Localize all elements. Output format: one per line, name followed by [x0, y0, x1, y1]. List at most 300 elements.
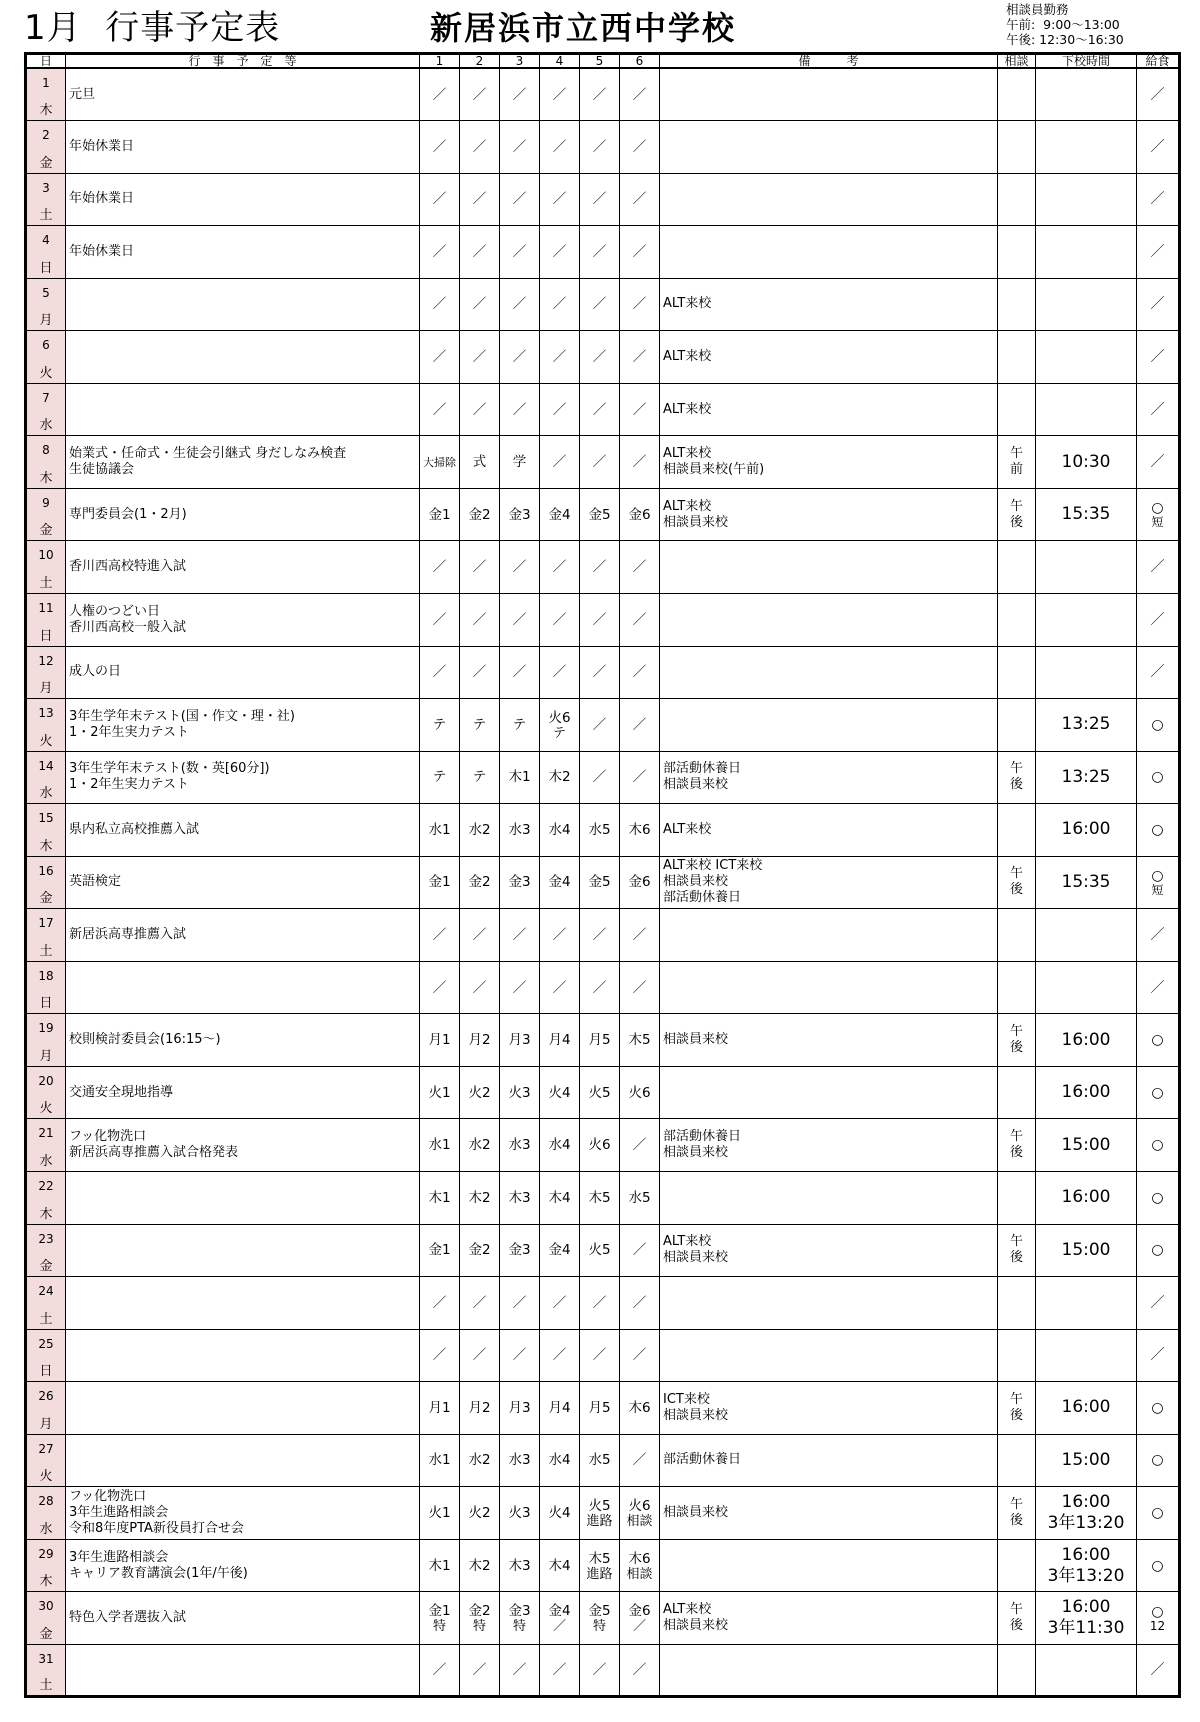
events-cell [66, 541, 420, 594]
weekday: 木 [39, 838, 53, 854]
period-value: ／ [632, 1294, 647, 1311]
period-1-cell [420, 331, 460, 384]
period-value: ／ [632, 191, 647, 208]
period-3-cell [500, 173, 540, 226]
period-6-cell [620, 646, 660, 699]
period-3-cell [500, 1171, 540, 1224]
weekday: 木 [39, 1574, 53, 1590]
period-6-cell [620, 488, 660, 541]
weekday: 水 [39, 418, 53, 434]
period-value: 相談 [626, 1566, 653, 1582]
lunch-mark: ／ [1150, 664, 1165, 681]
period-2-cell [460, 1487, 500, 1540]
day-number: 17 [38, 916, 54, 931]
weekday: 木 [39, 1206, 53, 1222]
dismissal-time: 16:00 [1061, 819, 1111, 840]
period-5-cell [580, 383, 620, 436]
period-value: 特 [432, 1619, 446, 1635]
event-line: 成人の日 [69, 664, 122, 680]
day-cell [26, 699, 66, 752]
dismissal-cell [1036, 699, 1137, 752]
period-4-cell [540, 909, 580, 962]
period-value: 金2 [468, 1603, 491, 1620]
period-4-cell [540, 173, 580, 226]
period-1-cell [420, 278, 460, 331]
period-value: ／ [472, 401, 487, 418]
period-value: ／ [432, 138, 447, 155]
day-number: 24 [38, 1284, 54, 1299]
dismissal-cell [1036, 278, 1137, 331]
lunch-mark: ○ [1151, 867, 1164, 884]
note-line: 相談員来校 [663, 1407, 729, 1423]
notes-cell [660, 383, 998, 436]
dismissal-time: 3年11:30 [1047, 1618, 1125, 1639]
period-value: 金2 [468, 874, 491, 891]
period-value: ／ [512, 664, 527, 681]
period-value: ／ [632, 1347, 647, 1364]
period-2-cell [460, 593, 500, 646]
period-5-cell [580, 593, 620, 646]
consultation-line: 午 [1009, 1024, 1023, 1040]
dismissal-time: 15:00 [1061, 1239, 1111, 1260]
event-line: 年始休業日 [69, 191, 135, 207]
period-value: ／ [632, 559, 647, 576]
period-value: ／ [552, 454, 567, 471]
period-4-cell [540, 331, 580, 384]
events-cell [66, 1592, 420, 1645]
period-4-cell [540, 541, 580, 594]
period-2-cell [460, 226, 500, 279]
events-cell [66, 1066, 420, 1119]
period-4-cell [540, 278, 580, 331]
period-4-cell [540, 436, 580, 489]
consultation-line: 後 [1009, 1250, 1023, 1266]
day-cell [26, 68, 66, 121]
day-number: 4 [42, 233, 50, 248]
events-cell [66, 856, 420, 909]
consultation-line: 後 [1009, 777, 1023, 793]
period-value: 金3 [508, 506, 531, 523]
period-1-cell [420, 1014, 460, 1067]
note-line: ALT来校 [663, 446, 712, 462]
period-value: テ [432, 716, 447, 733]
event-line: キャリア教育講演会(1年/午後) [69, 1565, 248, 1581]
period-4-cell [540, 961, 580, 1014]
event-line: 1・2年生実力テスト [69, 724, 190, 740]
consultation-cell [998, 856, 1036, 909]
period-4-cell [540, 68, 580, 121]
notes-cell [660, 1119, 998, 1172]
period-value: ／ [472, 1347, 487, 1364]
period-value: ／ [632, 1619, 646, 1635]
period-6-cell [620, 751, 660, 804]
lunch-mark: ○ [1151, 1137, 1164, 1154]
consultation-cell [998, 1434, 1036, 1487]
period-value: ／ [592, 401, 607, 418]
period-4-cell [540, 1277, 580, 1330]
weekday: 日 [39, 628, 53, 644]
table-row [26, 383, 1180, 436]
events-cell [66, 593, 420, 646]
period-2-cell [460, 1224, 500, 1277]
day-cell [26, 1014, 66, 1067]
col-header-period-1: 1 [420, 54, 460, 69]
dismissal-cell [1036, 226, 1137, 279]
period-value: ／ [632, 927, 647, 944]
period-5-cell [580, 1119, 620, 1172]
period-5-cell [580, 68, 620, 121]
notes-cell [660, 1487, 998, 1540]
period-value: ／ [472, 191, 487, 208]
period-value: ／ [592, 191, 607, 208]
period-value: 木5 [588, 1550, 611, 1567]
lunch-mark: ／ [1150, 1294, 1165, 1311]
event-line: 英語検定 [69, 874, 122, 890]
period-value: 進路 [586, 1514, 613, 1530]
day-cell [26, 331, 66, 384]
period-3-cell [500, 436, 540, 489]
lunch-cell [1137, 1224, 1180, 1277]
period-value: ／ [472, 611, 487, 628]
period-value: 木1 [428, 1557, 451, 1574]
dismissal-cell [1036, 646, 1137, 699]
weekday: 月 [39, 313, 53, 329]
col-header-notes: 備 考 [660, 54, 998, 69]
period-value: 火5 [588, 1084, 611, 1101]
day-cell [26, 961, 66, 1014]
period-4-cell [540, 1329, 580, 1382]
notes-cell [660, 1224, 998, 1277]
event-line: 香川西高校一般入試 [69, 619, 187, 635]
period-6-cell [620, 909, 660, 962]
period-5-cell [580, 1592, 620, 1645]
consultation-line: 午 [1009, 761, 1023, 777]
period-5-cell [580, 1434, 620, 1487]
notes-cell [660, 278, 998, 331]
consultation-cell [998, 1277, 1036, 1330]
day-number: 22 [38, 1178, 54, 1193]
lunch-cell [1137, 1329, 1180, 1382]
period-value: 月2 [468, 1399, 491, 1416]
period-6-cell [620, 541, 660, 594]
lunch-cell [1137, 1277, 1180, 1330]
period-5-cell [580, 804, 620, 857]
events-cell [66, 909, 420, 962]
period-value: 火2 [468, 1084, 491, 1101]
period-value: 火5 [588, 1498, 611, 1515]
period-value: 水1 [428, 821, 451, 838]
consultation-line: 午 [1009, 1602, 1023, 1618]
note-line: ALT来校 ICT来校 [663, 858, 763, 874]
dismissal-cell [1036, 68, 1137, 121]
period-value: ／ [512, 401, 527, 418]
dismissal-cell [1036, 1224, 1137, 1277]
period-value: ／ [472, 296, 487, 313]
col-header-consultation: 相談 [998, 54, 1036, 69]
lunch-mark: ／ [1150, 349, 1165, 365]
counselor-hours-pm: 午後: 12:30～16:30 [1006, 32, 1124, 47]
period-value: 木5 [628, 1032, 651, 1049]
period-value: ／ [592, 664, 607, 681]
consultation-cell [998, 383, 1036, 436]
lunch-cell [1137, 1434, 1180, 1487]
lunch-cell [1137, 961, 1180, 1014]
period-3-cell [500, 1539, 540, 1592]
period-5-cell [580, 1539, 620, 1592]
consultation-cell [998, 646, 1036, 699]
schedule-table [24, 52, 1181, 1698]
consultation-cell [998, 699, 1036, 752]
note-line: ALT来校 [663, 821, 712, 837]
day-number: 6 [42, 338, 50, 353]
day-cell [26, 1277, 66, 1330]
period-5-cell [580, 909, 620, 962]
period-value: ／ [432, 1662, 447, 1679]
day-cell [26, 383, 66, 436]
table-row [26, 1066, 1180, 1119]
period-value: ／ [432, 86, 447, 103]
period-5-cell [580, 226, 620, 279]
weekday: 月 [39, 681, 53, 697]
period-value: ／ [632, 1662, 647, 1679]
dismissal-cell [1036, 436, 1137, 489]
period-value: ／ [432, 927, 447, 944]
period-2-cell [460, 856, 500, 909]
events-cell [66, 1329, 420, 1382]
table-row [26, 646, 1180, 699]
dismissal-cell [1036, 331, 1137, 384]
events-cell [66, 68, 420, 121]
period-value: ／ [632, 138, 647, 155]
period-value: テ [512, 716, 527, 733]
period-1-cell [420, 1277, 460, 1330]
dismissal-cell [1036, 1329, 1137, 1382]
day-cell [26, 1487, 66, 1540]
period-4-cell [540, 1644, 580, 1697]
day-number: 28 [38, 1494, 54, 1509]
dismissal-time: 16:00 [1061, 1492, 1111, 1513]
period-value: ／ [632, 401, 647, 418]
period-value: ／ [472, 979, 487, 996]
dismissal-time: 10:30 [1061, 451, 1111, 472]
table-row [26, 1329, 1180, 1382]
lunch-mark: ○ [1151, 1505, 1164, 1522]
period-value: 水3 [508, 1452, 531, 1469]
period-value: ／ [432, 1294, 447, 1311]
period-value: ／ [512, 1662, 527, 1679]
period-value: 金3 [508, 1603, 531, 1620]
event-line: 新居浜高専推薦入試合格発表 [69, 1145, 239, 1161]
period-value: ／ [512, 611, 527, 628]
period-1-cell [420, 804, 460, 857]
consultation-line: 後 [1009, 882, 1023, 898]
consultation-cell [998, 278, 1036, 331]
period-2-cell [460, 1539, 500, 1592]
period-value: ／ [512, 191, 527, 208]
period-value: 金5 [588, 1603, 611, 1620]
period-value: ／ [432, 559, 447, 576]
lunch-mark: ／ [1150, 611, 1165, 628]
notes-cell [660, 1171, 998, 1224]
period-4-cell [540, 804, 580, 857]
period-1-cell [420, 436, 460, 489]
period-4-cell [540, 751, 580, 804]
day-cell [26, 121, 66, 174]
period-5-cell [580, 541, 620, 594]
dismissal-cell [1036, 1119, 1137, 1172]
event-line: フッ化物洗口 [69, 1489, 147, 1505]
day-cell [26, 1434, 66, 1487]
note-line: 相談員来校 [663, 1250, 729, 1266]
header-row [26, 54, 1180, 69]
period-value: ／ [632, 243, 647, 260]
period-2-cell [460, 1014, 500, 1067]
event-line: 3年生進路相談会 [69, 1549, 169, 1565]
period-6-cell [620, 804, 660, 857]
period-6-cell [620, 1119, 660, 1172]
period-3-cell [500, 751, 540, 804]
period-4-cell [540, 1592, 580, 1645]
month-title: 1月 行事予定表 [24, 8, 281, 48]
period-4-cell [540, 226, 580, 279]
lunch-mark: ○ [1151, 500, 1164, 517]
period-value: 木3 [508, 1557, 531, 1574]
weekday: 火 [39, 365, 53, 381]
consultation-cell [998, 751, 1036, 804]
period-value: 水3 [508, 821, 531, 838]
period-6-cell [620, 278, 660, 331]
period-value: ／ [512, 349, 527, 365]
period-6-cell [620, 436, 660, 489]
period-value: ／ [632, 86, 647, 103]
table-row [26, 436, 1180, 489]
notes-cell [660, 593, 998, 646]
period-4-cell [540, 1434, 580, 1487]
period-5-cell [580, 278, 620, 331]
notes-cell [660, 751, 998, 804]
period-2-cell [460, 1382, 500, 1435]
events-cell [66, 1382, 420, 1435]
lunch-cell [1137, 173, 1180, 226]
period-value: 金1 [428, 874, 451, 891]
consultation-line: 前 [1009, 462, 1023, 478]
period-value: 月1 [428, 1399, 451, 1416]
period-value: 月3 [508, 1399, 531, 1416]
period-value: ／ [552, 927, 567, 944]
table-row [26, 121, 1180, 174]
day-cell [26, 1382, 66, 1435]
period-value: 水3 [508, 1137, 531, 1154]
lunch-mark: ○ [1151, 821, 1164, 838]
notes-cell [660, 1277, 998, 1330]
period-value: ／ [432, 296, 447, 313]
lunch-cell [1137, 541, 1180, 594]
note-line: 相談員来校(午前) [663, 462, 765, 478]
lunch-mark: ／ [1150, 191, 1165, 208]
period-value: 火2 [468, 1505, 491, 1522]
table-row [26, 1434, 1180, 1487]
weekday: 金 [39, 891, 53, 907]
period-6-cell [620, 1014, 660, 1067]
events-cell [66, 1644, 420, 1697]
note-line: ALT来校 [663, 296, 712, 312]
period-value: 月3 [508, 1032, 531, 1049]
day-number: 30 [38, 1599, 54, 1614]
period-value: ／ [592, 559, 607, 576]
day-number: 3 [42, 180, 50, 195]
consultation-cell [998, 1329, 1036, 1382]
period-2-cell [460, 121, 500, 174]
weekday: 土 [39, 1311, 53, 1327]
period-1-cell [420, 1592, 460, 1645]
consultation-cell [998, 1592, 1036, 1645]
period-2-cell [460, 1644, 500, 1697]
day-number: 10 [38, 548, 54, 563]
weekday: 土 [39, 943, 53, 959]
period-5-cell [580, 173, 620, 226]
lunch-cell [1137, 68, 1180, 121]
table-row [26, 541, 1180, 594]
period-5-cell [580, 1644, 620, 1697]
period-6-cell [620, 856, 660, 909]
notes-cell [660, 226, 998, 279]
dismissal-cell [1036, 1644, 1137, 1697]
event-line: 3年生学年末テスト(国・作文・理・社) [69, 708, 295, 724]
period-6-cell [620, 331, 660, 384]
period-6-cell [620, 1382, 660, 1435]
period-4-cell [540, 488, 580, 541]
notes-cell [660, 488, 998, 541]
notes-cell [660, 804, 998, 857]
period-3-cell [500, 804, 540, 857]
period-value: ／ [592, 296, 607, 313]
period-value: 金3 [508, 1242, 531, 1259]
lunch-mark: ○ [1151, 1399, 1164, 1416]
dismissal-cell [1036, 751, 1137, 804]
period-value: テ [432, 769, 447, 786]
period-value: ／ [632, 716, 647, 733]
day-cell [26, 1119, 66, 1172]
period-1-cell [420, 1066, 460, 1119]
period-value: 学 [512, 454, 527, 471]
lunch-mark: ／ [1150, 454, 1165, 471]
period-1-cell [420, 226, 460, 279]
col-header-period-5: 5 [580, 54, 620, 69]
period-value: ／ [592, 349, 607, 365]
period-2-cell [460, 1434, 500, 1487]
period-value: 火6 [628, 1498, 651, 1515]
period-value: ／ [472, 664, 487, 681]
period-value: ／ [632, 769, 647, 786]
weekday: 火 [39, 1469, 53, 1485]
consultation-line: 午 [1009, 1129, 1023, 1145]
period-value: 金6 [628, 1603, 651, 1620]
period-value: ／ [512, 979, 527, 996]
lunch-cell [1137, 1014, 1180, 1067]
period-value: ／ [552, 349, 567, 365]
dismissal-cell [1036, 593, 1137, 646]
period-3-cell [500, 383, 540, 436]
period-value: ／ [632, 1452, 647, 1469]
consultation-cell [998, 1171, 1036, 1224]
period-value: 特 [512, 1619, 526, 1635]
day-cell [26, 1644, 66, 1697]
period-3-cell [500, 1434, 540, 1487]
period-3-cell [500, 1014, 540, 1067]
lunch-mark: ／ [1150, 401, 1165, 418]
period-value: 水1 [428, 1452, 451, 1469]
consultation-cell [998, 68, 1036, 121]
